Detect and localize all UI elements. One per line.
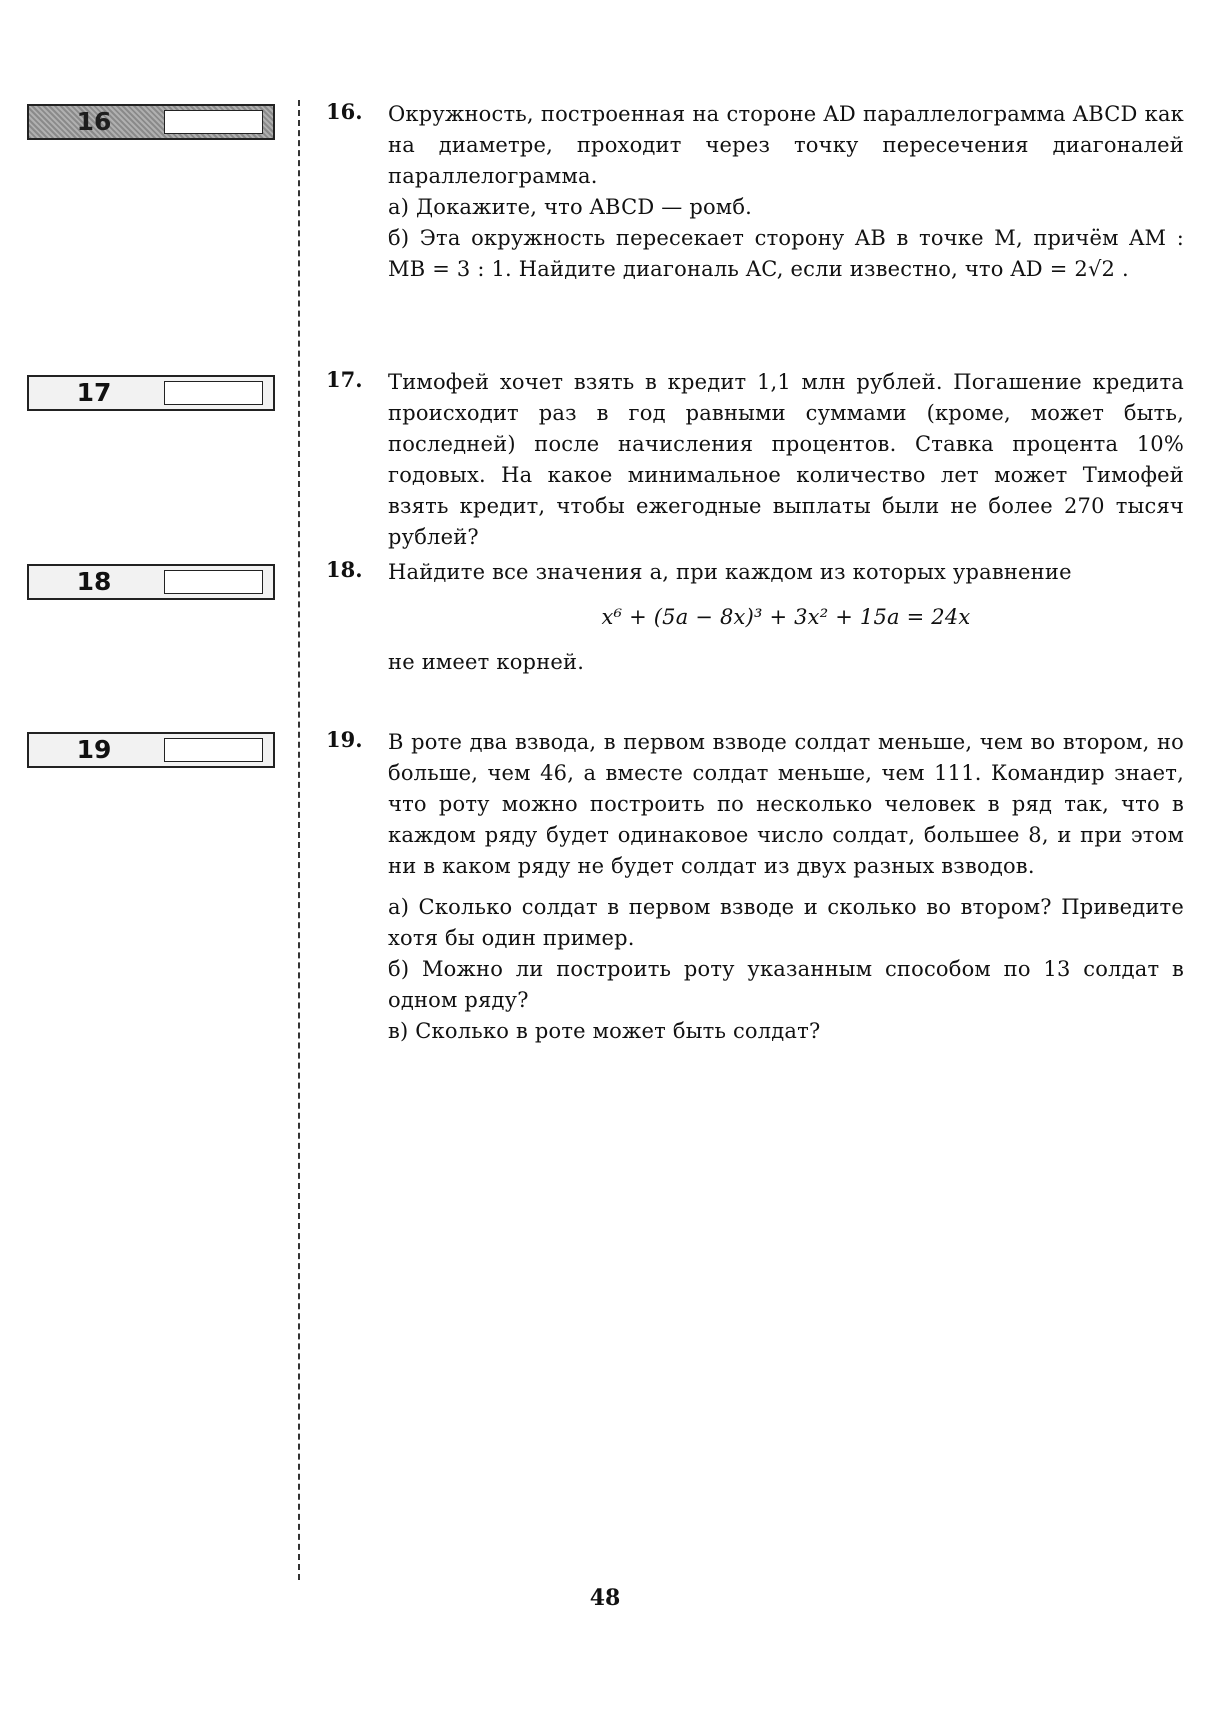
problem-18 — [326, 557, 1184, 678]
problem-number: 18. — [326, 557, 363, 582]
answer-box-18 — [27, 564, 275, 600]
problem-16 — [326, 99, 1184, 285]
cut-line — [298, 100, 300, 1580]
problem-body — [388, 367, 1184, 553]
answer-box-19 — [27, 732, 275, 768]
problem-body — [388, 557, 1184, 678]
problem-text: В роте два взвода, в первом взводе солдат меньше, чем во втором, но больше, чем 46, а вместе солдат меньше, чем 111. Командир знает, что роту можно построить по несколько человек в ряд так, что в каждом ряду будет одинаковое число солдат, большее 8, и при этом ни в каком ряду не будет солдат из двух разных взводов. — [388, 730, 1184, 878]
problem-text: Найдите все значения a, при каждом из которых уравнение — [388, 560, 1072, 584]
problem-text: Окружность, построенная на стороне AD параллелограмма ABCD как на диаметре, проходит через точку пересечения диагоналей параллелограмма. — [388, 102, 1184, 188]
equation: x⁶ + (5a − 8x)³ + 3x² + 15a = 24x — [601, 605, 971, 629]
problem-body — [388, 99, 1184, 285]
problem-part-a: а) Сколько солдат в первом взводе и сколько во втором? Приведите хотя бы один пример. — [388, 895, 1184, 950]
answer-input-16[interactable] — [164, 110, 263, 134]
problem-text: Тимофей хочет взять в кредит 1,1 млн рублей. Погашение кредита происходит раз в год равными суммами (кроме, может быть, последней) после начисления процентов. Ставка процента 10% годовых. На какое минимальное количество лет может Тимофей взять кредит, чтобы ежегодные выплаты были не более 270 тысяч рублей? — [388, 370, 1184, 549]
answer-input-17[interactable] — [164, 381, 263, 405]
answer-box-number: 17 — [76, 378, 112, 407]
answer-box-number: 18 — [76, 567, 112, 596]
problem-part-b: б) Можно ли построить роту указанным способом по 13 солдат в одном ряду? — [388, 957, 1184, 1012]
answer-box-number: 19 — [76, 735, 112, 764]
problem-part-b: б) Эта окружность пересекает сторону AB в точке M, причём AM : MB = 3 : 1. Найдите диагональ AC, если известно, что AD = 2√2 . — [388, 226, 1184, 281]
problem-19 — [326, 727, 1184, 1047]
problem-part-c: в) Сколько в роте может быть солдат? — [388, 1019, 821, 1043]
problem-number: 19. — [326, 727, 363, 752]
answer-box-number: 16 — [76, 107, 112, 136]
problem-part-a: а) Докажите, что ABCD — ромб. — [388, 195, 753, 219]
problem-text-end: не имеет корней. — [388, 650, 585, 674]
answer-box-17 — [27, 375, 275, 411]
page-number: 48 — [589, 1585, 621, 1611]
problem-number: 16. — [326, 99, 363, 124]
problem-number: 17. — [326, 367, 363, 392]
answer-box-16 — [27, 104, 275, 140]
answer-input-18[interactable] — [164, 570, 263, 594]
answer-input-19[interactable] — [164, 738, 263, 762]
problem-17 — [326, 367, 1184, 553]
problem-body — [388, 727, 1184, 1047]
